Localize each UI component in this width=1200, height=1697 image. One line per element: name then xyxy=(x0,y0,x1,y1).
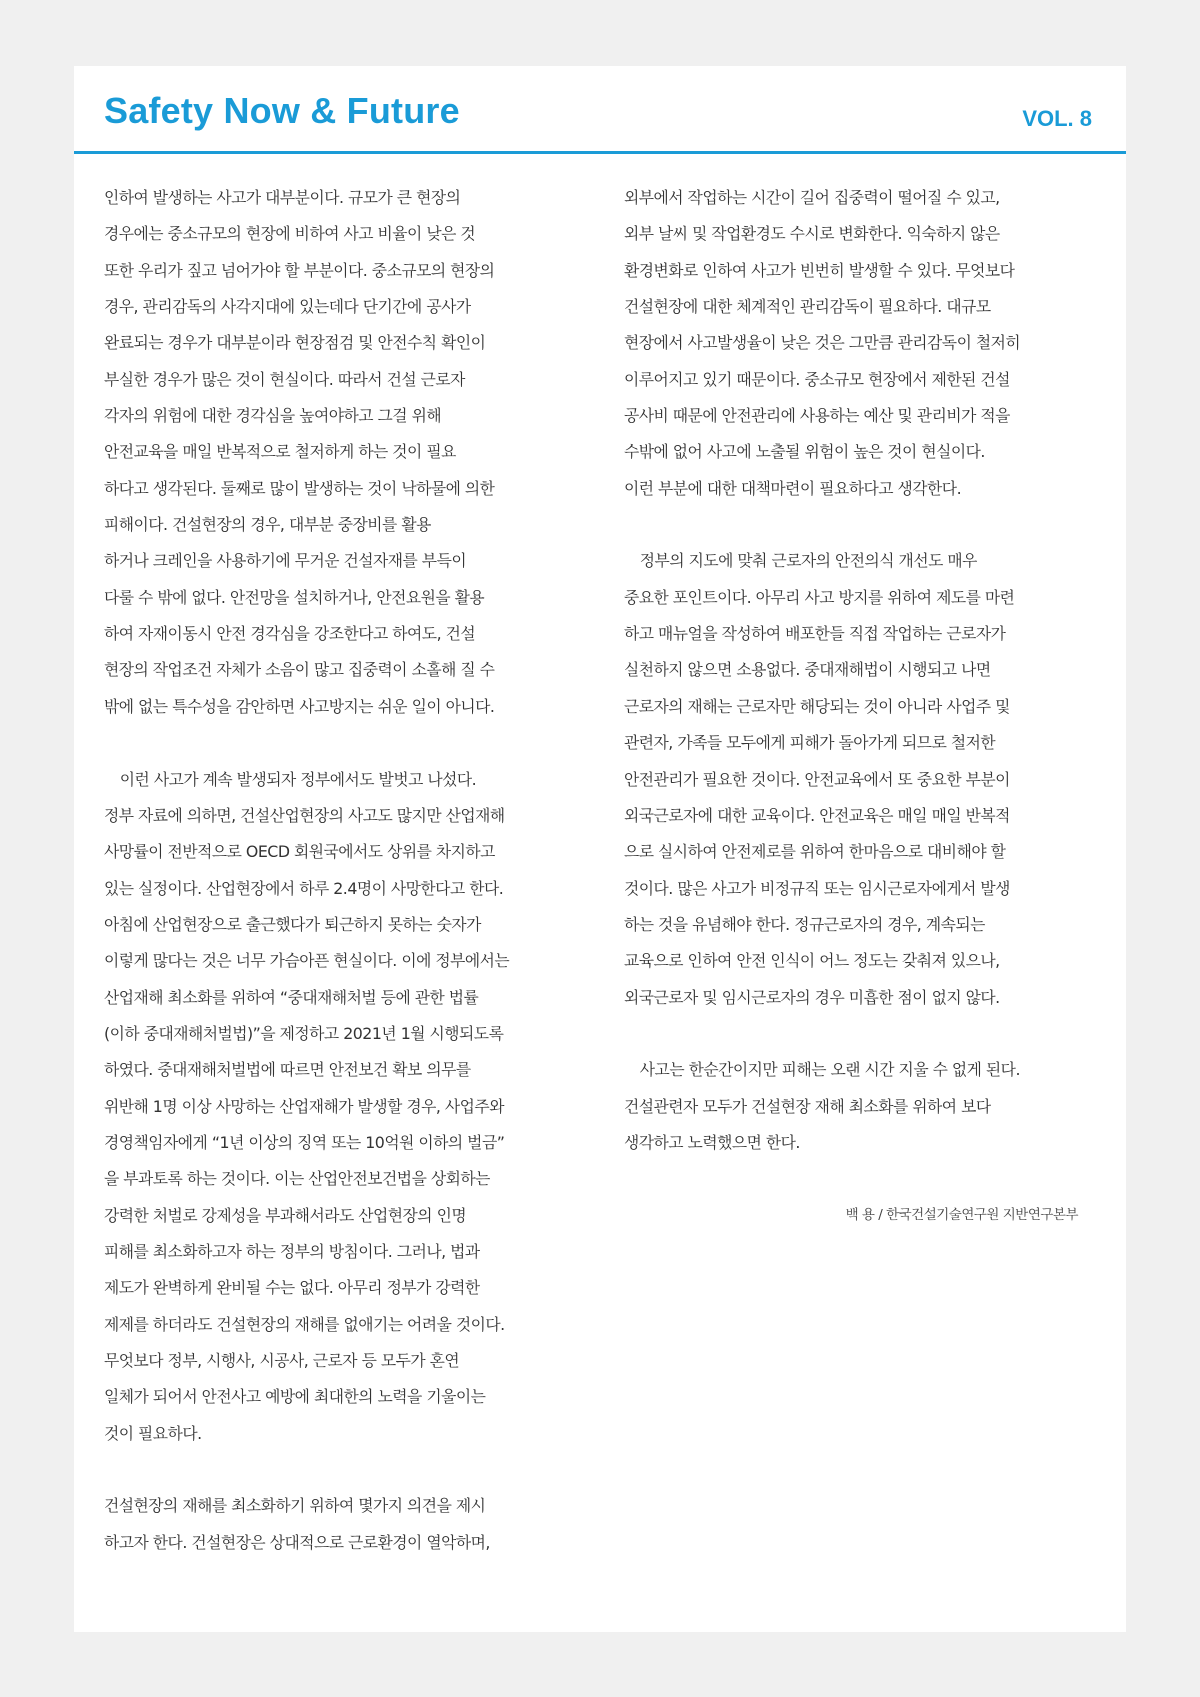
left-column xyxy=(104,180,564,1561)
paragraph: 건설현장의 재해를 최소화하기 위하여 몇가지 의견을 제시 하고자 한다. 건설현장은 상대적으로 근로환경이 열악하며, xyxy=(104,1496,490,1552)
paragraph-gap xyxy=(624,1016,1084,1052)
volume-label: VOL. 8 xyxy=(1022,106,1092,131)
paragraph-gap xyxy=(624,507,1084,543)
publication-title: Safety Now & Future xyxy=(104,90,460,131)
paragraph: 정부의 지도에 맞춰 근로자의 안전의식 개선도 매우 중요한 포인트이다. 아무리 사고 방지를 위하여 제도를 마련 하고 매뉴얼을 작성하여 배포한들 직접 작업하는 근로자가 실천하지 않으면 소용없다. 중대재해법이 시행되고 나면 근로자의 재해는 근로자만 해당되는 것이 아니라 사업주 및 관련자, 가족들 모두에게 피해가 돌아가게 되므로 철저한 안전관리가 필요한 것이다. 안전교육에서 또 중요한 부분이 외국근로자에 대한 교육이다. 안전교육은 매일 매일 반복적 으로 실시하여 안전제로를 위하여 한마음으로 대비해야 할 것이다. 많은 사고가 비정규직 또는 임시근로자에게서 발생 하는 것을 유념해야 한다. 정규근로자의 경우, 계속되는 교육으로 인하여 안전 인식이 어느 정도는 갖춰져 있으나, 외국근로자 및 임시근로자의 경우 미흡한 점이 없지 않다. xyxy=(624,551,1015,1007)
paragraph: 인하여 발생하는 사고가 대부분이다. 규모가 큰 현장의 경우에는 중소규모의 현장에 비하여 사고 비율이 낮은 것 또한 우리가 짚고 넘어가야 할 부분이다. 중소규모의 현장의 경우, 관리감독의 사각지대에 있는데다 단기간에 공사가 완료되는 경우가 대부분이라 현장점검 및 안전수칙 확인이 부실한 경우가 많은 것이 현실이다. 따라서 건설 근로자 각자의 위험에 대한 경각심을 높여야하고 그걸 위해 안전교육을 매일 반복적으로 철저하게 하는 것이 필요 하다고 생각된다. 둘째로 많이 발생하는 것이 낙하물에 의한 피해이다. 건설현장의 경우, 대부분 중장비를 활용 하거나 크레인을 사용하기에 무거운 건설자재를 부득이 다룰 수 밖에 없다. 안전망을 설치하거나, 안전요원을 활용 하여 자재이동시 안전 경각심을 강조한다고 하여도, 건설 현장의 작업조건 자체가 소음이 많고 집중력이 소홀해 질 수 밖에 없는 특수성을 감안하면 사고방지는 쉬운 일이 아니다. xyxy=(104,188,495,716)
author-credit: 백 용 / 한국건설기술연구원 지반연구본부 xyxy=(845,1207,1078,1224)
page-header xyxy=(74,66,1126,154)
paragraph: 이런 사고가 계속 발생되자 정부에서도 발벗고 나섰다. 정부 자료에 의하면, 건설산업현장의 사고도 많지만 산업재해 사망률이 전반적으로 OECD 회원국에서도 상위를 차지하고 있는 실정이다. 산업현장에서 하루 2.4명이 사망한다고 한다. 아침에 산업현장으로 출근했다가 퇴근하지 못하는 숫자가 이렇게 많다는 것은 너무 가슴아픈 현실이다. 이에 정부에서는 산업재해 최소화를 위하여 “중대재해처벌 등에 관한 법률 (이하 중대재해처벌법)”을 제정하고 2021년 1월 시행되도록 하였다. 중대재해처벌법에 따르면 안전보건 확보 의무를 위반해 1명 이상 사망하는 산업재해가 발생할 경우, 사업주와 경영책임자에게 “1년 이상의 징역 또는 10억원 이하의 벌금” 을 부과토록 하는 것이다. 이는 산업안전보건법을 상회하는 강력한 처벌로 강제성을 부과해서라도 산업현장의 인명 피해를 최소화하고자 하는 정부의 방침이다. 그러나, 법과 제도가 완벽하게 완비될 수는 없다. 아무리 정부가 강력한 제제를 하더라도 건설현장의 재해를 없애기는 어려울 것이다. 무엇보다 정부, 시행사, 시공사, 근로자 등 모두가 혼연 일체가 되어서 안전사고 예방에 최대한의 노력을 기울이는 것이 필요하다. xyxy=(104,769,510,1443)
paragraph: 외부에서 작업하는 시간이 길어 집중력이 떨어질 수 있고, 외부 날씨 및 작업환경도 수시로 변화한다. 익숙하지 않은 환경변화로 인하여 사고가 빈번히 발생할 수 있다. 무엇보다 건설현장에 대한 체계적인 관리감독이 필요하다. 대규모 현장에서 사고발생율이 낮은 것은 그만큼 관리감독이 철저히 이루어지고 있기 때문이다. 중소규모 현장에서 제한된 건설 공사비 때문에 안전관리에 사용하는 예산 및 관리비가 적을 수밖에 없어 사고에 노출될 위험이 높은 것이 현실이다. 이런 부분에 대한 대책마련이 필요하다고 생각한다. xyxy=(624,188,1021,498)
paragraph: 사고는 한순간이지만 피해는 오랜 시간 지울 수 없게 된다. 건설관련자 모두가 건설현장 재해 최소화를 위하여 보다 생각하고 노력했으면 한다. xyxy=(624,1060,1020,1152)
right-column xyxy=(624,180,1084,1234)
paragraph-gap xyxy=(104,1452,564,1488)
page xyxy=(74,66,1126,1632)
paragraph-gap xyxy=(104,725,564,761)
